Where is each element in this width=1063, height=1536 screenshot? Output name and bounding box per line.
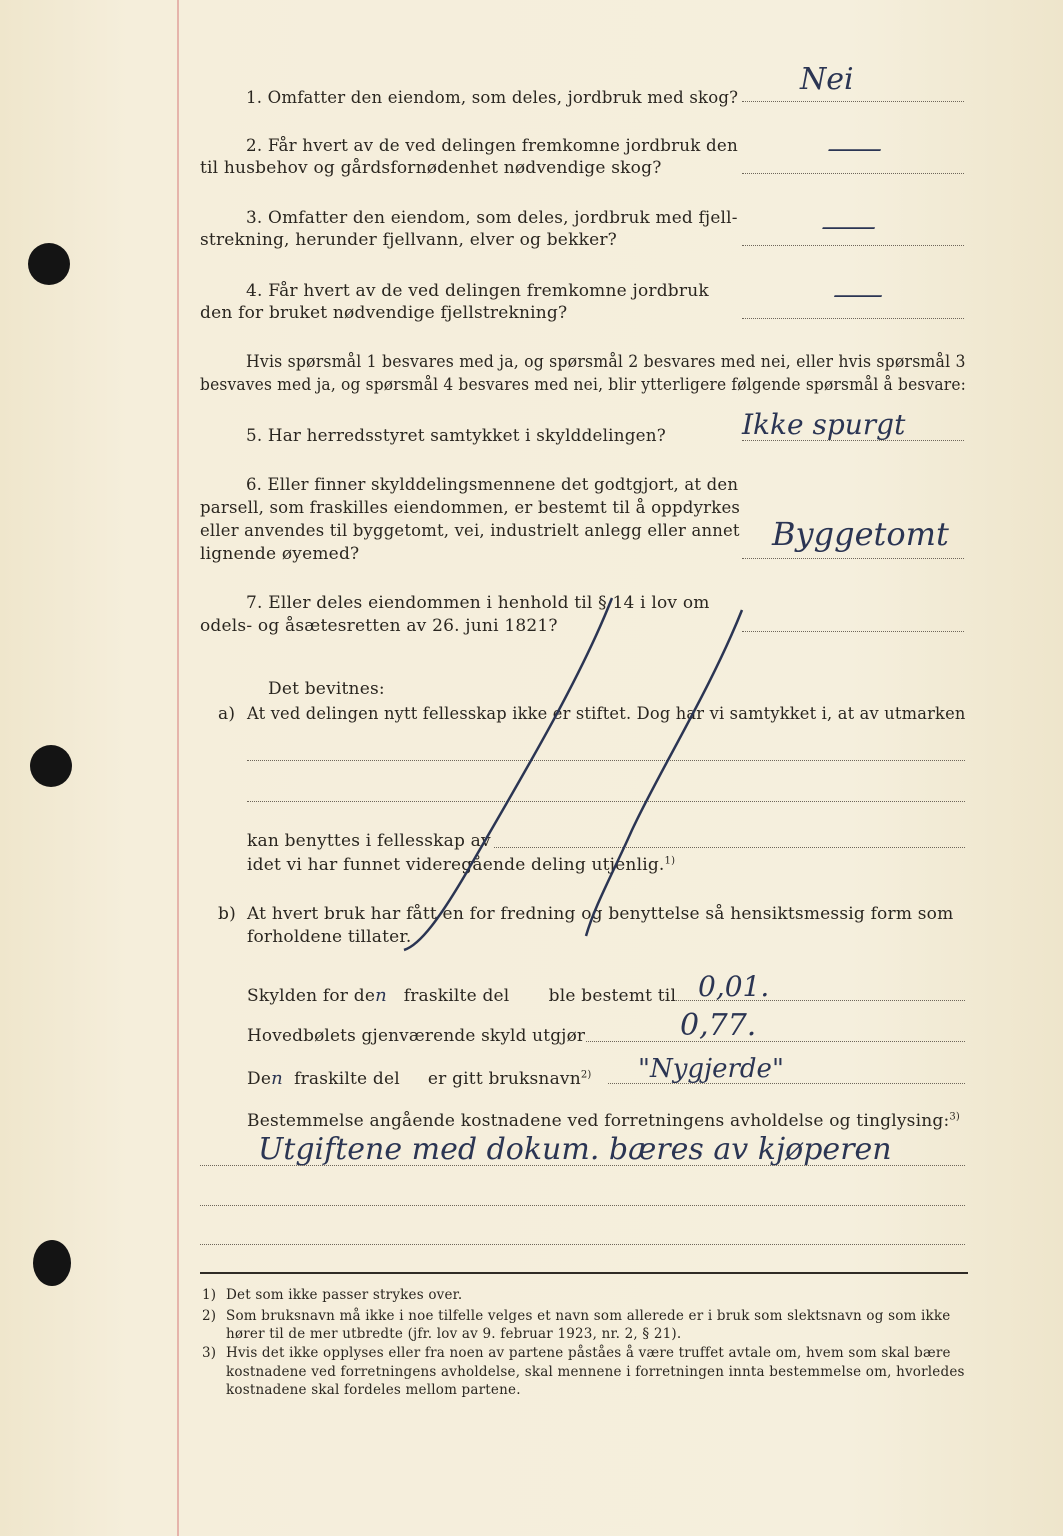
attest-fellesskap: kan benyttes i fellesskap av	[247, 831, 491, 851]
answer-1: Nei	[800, 62, 854, 97]
question-6-line-2: parsell, som fraskilles eiendommen, er bestemt til å oppdyrkes	[200, 498, 741, 518]
question-4-line-2: den for bruket nødvendige fjellstrekning?	[200, 303, 568, 323]
attest-idet: idet vi har funnet videregående deling utjenlig.$^{1)}$	[247, 855, 676, 875]
bruksnavn-value: "Nygjerde"	[638, 1054, 784, 1084]
question-7-line-2: odels- og åsætesretten av 26. juni 1821?	[200, 616, 558, 636]
answer-5: Ikke spurgt	[742, 408, 906, 441]
footnote-3-mark: 3)	[202, 1345, 217, 1361]
blank-line	[200, 1244, 965, 1245]
attest-b-line-1: At hvert bruk har fått en for fredning og benyttelse så hensiktsmessig form som	[247, 904, 954, 924]
skyld-hoved-label: Hovedbølets gjenværende skyld utgjør	[247, 1026, 586, 1046]
blank-line	[200, 1165, 965, 1166]
answer-2: —	[826, 134, 884, 164]
attest-b-label: b)	[218, 904, 236, 924]
attest-a-text: At ved delingen nytt fellesskap ikke er stiftet. Dog har vi samtykket i, at av utmarken	[247, 704, 966, 724]
question-6-line-1: 6. Eller finner skylddelingsmennene det godtgjort, at den	[246, 475, 739, 495]
question-7-line-1: 7. Eller deles eiendommen i henhold til § 14 i lov om	[246, 593, 710, 613]
footnote-3-line-3: kostnadene skal fordeles mellom partene.	[226, 1382, 521, 1398]
question-2-line-2: til husbehov og gårdsfornødenhet nødvendige skog?	[200, 158, 662, 178]
bruksnavn-label: Den fraskilte del er gitt bruksnavn$^{2)}$	[247, 1068, 592, 1089]
answer-6: Byggetomt	[772, 515, 949, 553]
question-3-line-1: 3. Omfatter den eiendom, som deles, jordbruk med fjell-	[246, 208, 738, 228]
answer-3: —	[820, 212, 878, 242]
footnote-3-line-2: kostnadene ved forretningens avholdelse, skal mennene i forretningen innta bestemmelse om, hvorledes	[226, 1364, 965, 1380]
question-1: 1. Omfatter den eiendom, som deles, jordbruk med skog?	[246, 88, 739, 108]
bestemmelse-value: Utgiftene med dokum. bæres av kjøperen	[258, 1132, 892, 1167]
question-6-line-4: lignende øyemed?	[200, 544, 360, 564]
footnote-3-line-1: Hvis det ikke opplyses eller fra noen av partene påståes å være truffet avtale om, hvem som skal bære	[226, 1345, 951, 1361]
skyld-fraskilte-value: 0,01.	[698, 970, 770, 1003]
question-2-line-1: 2. Får hvert av de ved delingen fremkomne jordbruk den	[246, 136, 738, 156]
answer-4: —	[832, 280, 884, 310]
blank-line	[200, 1205, 965, 1206]
footnote-2-mark: 2)	[202, 1308, 217, 1324]
footnote-1-mark: 1)	[202, 1287, 217, 1303]
footnote-1: Det som ikke passer strykes over.	[226, 1287, 463, 1303]
footnote-2-line-2: hører til de mer utbredte (jfr. lov av 9. februar 1923, nr. 2, § 21).	[226, 1326, 682, 1342]
question-4-line-1: 4. Får hvert av de ved delingen fremkomne jordbruk	[246, 281, 709, 301]
attest-a-label: a)	[218, 704, 236, 724]
condition-line-2: besvaves med ja, og spørsmål 4 besvares med nei, blir ytterligere følgende spørsmål å besvare:	[200, 375, 967, 395]
skyld-hoved-value: 0,77.	[680, 1008, 757, 1043]
condition-line-1: Hvis spørsmål 1 besvares med ja, og spørsmål 2 besvares med nei, eller hvis spørsmål 3	[246, 352, 966, 372]
bestemmelse-label: Bestemmelse angående kostnadene ved forretningens avholdelse og tinglysing:$^{3)}$	[247, 1111, 961, 1131]
skyld-fraskilte-label: Skylden for den fraskilte del ble bestemt til	[247, 985, 677, 1006]
question-5: 5. Har herredsstyret samtykket i skylddelingen?	[246, 426, 666, 446]
answer-line	[586, 1041, 965, 1042]
attest-heading: Det bevitnes:	[268, 679, 385, 699]
attest-b-line-2: forholdene tillater.	[247, 927, 412, 947]
question-3-line-2: strekning, herunder fjellvann, elver og bekker?	[200, 230, 617, 250]
question-6-line-3: eller anvendes til byggetomt, vei, industrielt anlegg eller annet	[200, 521, 740, 541]
footnote-2-line-1: Som bruksnavn må ikke i noe tilfelle velges et navn som allerede er i bruk som slektsnavn og som ikke	[226, 1308, 951, 1324]
footnote-rule	[200, 1272, 968, 1274]
